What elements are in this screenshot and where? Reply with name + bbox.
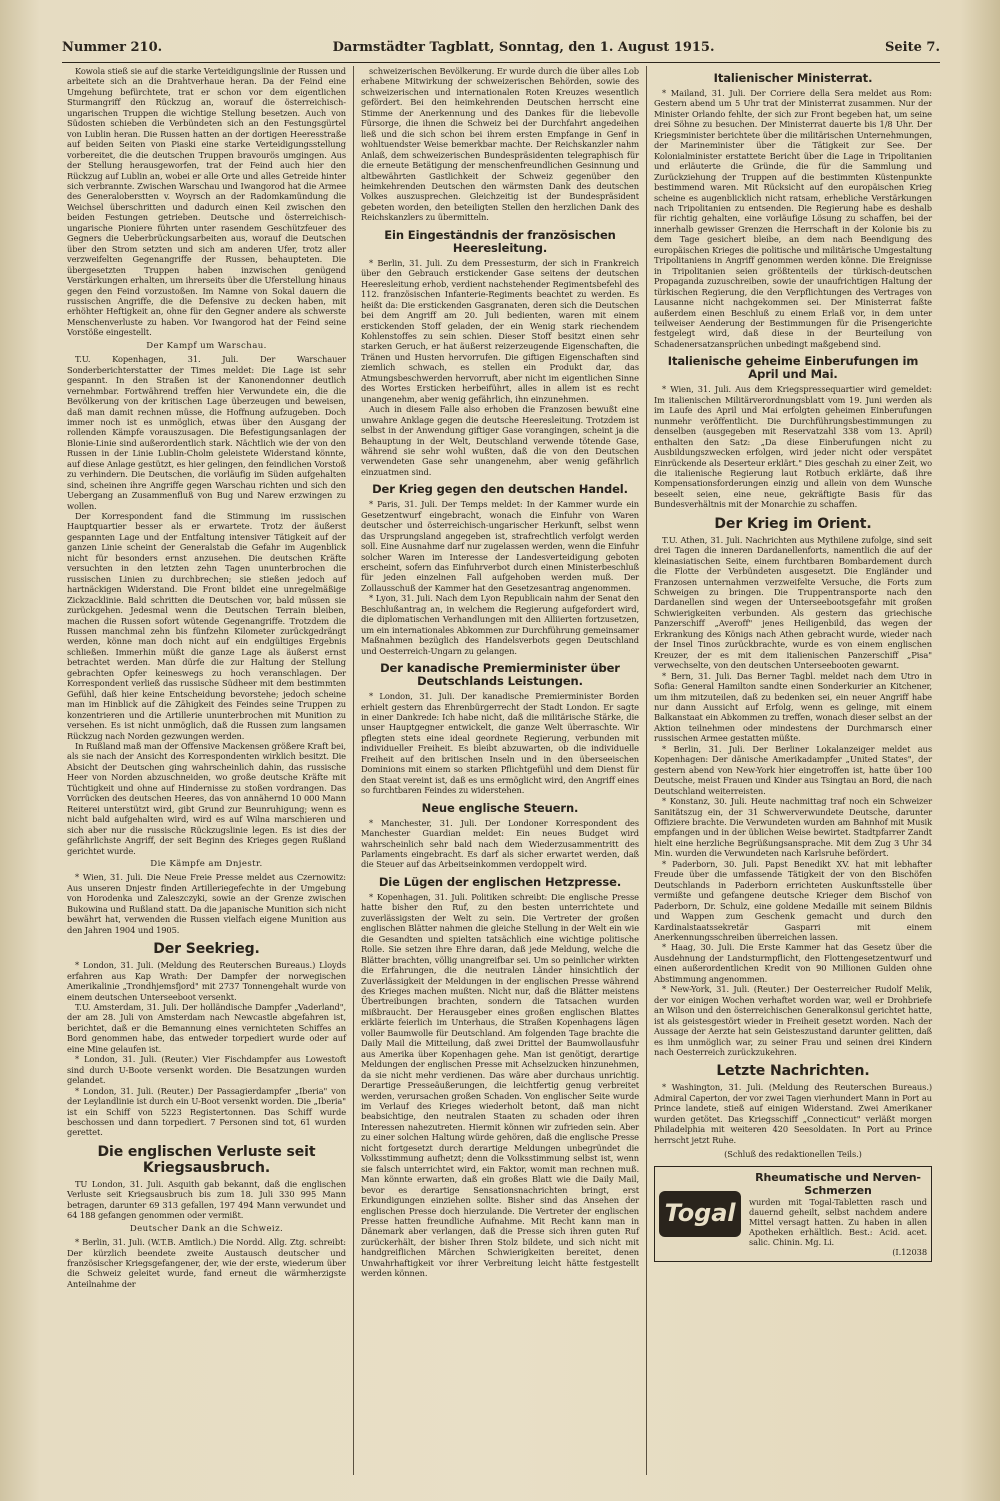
article-paragraph: Auch in diesem Falle also erhoben die Franzosen bewußt eine unwahre Anklage gegen die deutsche Heeresleitung. Trotzdem ist selbst in der Anwendung giftiger Gase vorangingen, scheint ja die Behauptung in der Welt, Deutschland verwende tötende Gase, während sie sehr wohl wußten, daß die von den Deutschen verwendeten Gase sehr unangenehm, aber wenig gefährlich einzuatmen sind. <box>361 404 639 477</box>
section-heading: Italienische geheime Einberufungen im April und Mai. <box>667 354 919 382</box>
section-heading: Deutscher Dank an die Schweiz. <box>129 1223 284 1234</box>
article-paragraph: Der Korrespondent fand die Stimmung im russischen Hauptquartier besser als er erwartete. Trotz der äußerst gespannten Lage und der Entfaltung intensiver Tätigkeit auf der ganzen Linie scheint der Generalstab die Gefahr im Augenblick nicht für besonders ernst anzusehen. Die deutschen Kräfte versuchten in den letzten zehn Tagen ununterbrochen die russischen Linien zu durchbrechen; sie stießen jedoch auf hartnäckigen Widerstand. Die Front bildet eine unregelmäßige Zickzacklinie. Bald schritten die Deutschen vor, bald müssen sie zurückgehen. Jedesmal wenn die Deutschen Terrain bleiben, machen die Russen sofort wütende Gegenangriffe. Trotzdem die Russen manchmal zehn bis fünfzehn Kilometer zurückgedrängt werden, könne man doch nicht auf ein endgültiges Ergebnis schließen. Immerhin müßt die ganze Lage als äußerst ernst betrachtet werden. Man dürfe die zur Haltung der Stellung gebrachten Opfer keineswegs zu hoch veranschlagen. Der Korrespondent verließ das russische Südheer mit dem bestimmten Gefühl, daß hier keine Entscheidung bevorstehe; jedoch scheine man im Hinblick auf die Zähigkeit des Feindes seine Truppen zu konzentrieren und die Artillerie ununterbrochen mit Munition zu versehen. Es ist nicht unmöglich, daß die Russen zum langsamen Rückzug nach Norden gezwungen werden. <box>67 511 346 741</box>
article-paragraph: schweizerischen Bevölkerung. Er wurde durch die über alles Lob erhabene Mitwirkung der schweizerischen Behörden, sowie des schweizerischen und internationalen Roten Kreuzes wesentlich gefördert. Bei den heimkehrenden Deutschen herrscht eine Stimme der Anerkennung und des Dankes für die liebevolle Fürsorge, die ihnen die Schweiz bei der Durchfahrt angedeihen ließ und die sich schon bei ihrem ersten Empfange in Genf in wohltuendster Weise bemerkbar machte. Der Reichskanzler nahm Anlaß, dem schweizerischen Bundespräsidenten telegraphisch für die erneute Betätigung der menschenfreundlichen Gesinnung und altbewährten Gastlichkeit der Schweiz gegenüber den heimkehrenden Deutschen den wärmsten Dank des deutschen Volkes auszusprechen. Gleichzeitig ist der Bundespräsident gebeten worden, den beteiligten Stellen den herzlichen Dank des Reichskanzlers zu übermitteln. <box>361 66 639 223</box>
section-heading: Letzte Nachrichten. <box>716 1063 870 1080</box>
article-paragraph: * Paris, 31. Juli. Der Temps meldet: In der Kammer wurde ein Gesetzentwurf eingebracht, wonach die Einfuhr von Waren deutscher und österreichisch-ungarischer Herkunft, selbst wenn das Ursprungsland angegeben ist, strafrechtlich verfolgt werden soll. Eine Ausnahme darf nur zugelassen werden, wenn die Einfuhr solcher Waren im Interesse der Landesverteidigung geboten erscheint, sofern das Einfuhrverbot durch einen Ministerbeschluß für jeden einzelnen Fall aufgehoben werden muß. Der Zollausschuß der Kammer hat den Gesetzesantrag angenommen. <box>361 499 639 593</box>
column-2 <box>353 66 646 1475</box>
article-paragraph: * London, 31. Juli. (Meldung des Reuterschen Bureaus.) Lloyds erfahren aus Kap Wrath: Der Dampfer der norwegischen Amerikalinie „Trondhjemsfjord" mit 2737 Tonnengehalt wurde von einem deutschen Unterseeboot versenkt. <box>67 960 346 1002</box>
article-paragraph: * Paderborn, 30. Juli. Papst Benedikt XV. hat mit lebhafter Freude über die umfassende Tätigkeit der von den Bischöfen Deutschlands in Paderborn errichteten Auskunftsstelle über vermißte und gefangene deutsche Krieger dem Bischof von Paderborn, Dr. Schulz, eine goldene Medaille mit seinem Bildnis und Wappen zum Geschenk gemacht und durch den Kardinalstaatssekretär Gasparri mit einem Anerkennungsschreiben überreichen lassen. <box>654 858 932 942</box>
page-number: Seite 7. <box>885 40 940 55</box>
article-paragraph: * Manchester, 31. Juli. Der Londoner Korrespondent des Manchester Guardian meldet: Ein neues Budget wird wahrscheinlich sehr bald nach dem Wiederzusammentritt des Parlaments eingebracht. Es darf als sicher erwartet werden, daß die Steuer auf das Arbeitseinkommen verdoppelt wird. <box>361 817 639 870</box>
article-paragraph: * Haag, 30. Juli. Die Erste Kammer hat das Gesetz über die Ausdehnung der Landsturmpflicht, den Flottengesetzentwurf und einen außerordentlichen Kredit von 90 Millionen Gulden ohne Abstimmung angenommen. <box>654 942 932 984</box>
section-heading: Der Kampf um Warschau. <box>146 340 267 351</box>
advertisement-title: Rheumatische und Nerven-Schmerzen <box>755 1170 921 1197</box>
article-paragraph: T.U. Kopenhagen, 31. Juli. Der Warschauer Sonderberichterstatter der Times meldet: Die Lage ist sehr gespannt. In den Straßen ist der Kanonendonner deutlich vernehmbar. Fortwährend treffen hier Verwundete ein, die die Bevölkerung von der kritischen Lage überzeugen und beweisen, daß man damit rechnen müsse, die Hoffnung aufzugeben. Doch immer noch ist es unmöglich, etwas über den Ausgang der rollenden Kämpfe vorauszusagen. Die Befestigungsanlagen der Blonie-Linie sind außerordentlich stark. Nächtlich wie der von den Russen in der Linie Lublin-Cholm geleistete Widerstand könnte, auf diese Anlage gestützt, es hier gelingen, den feindlichen Vorstoß zu verhindern. Die Deutschen, die vorläufig im Süden aufgehalten sind, scheinen ihre Angriffe gegen Warschau richten und sich den Uebergang an Zusammenfluß von Bug und Narew erzwingen zu wollen. <box>67 354 346 511</box>
article-paragraph: * Mailand, 31. Juli. Der Corriere della Sera meldet aus Rom: Gestern abend um 5 Uhr trat der Ministerrat zusammen. Nur der Minister Orlando fehlte, der sich zur Front begeben hat, um seine drei Söhne zu besuchen. Der Ministerrat dauerte bis 1/8 Uhr. Der Kriegsminister berichtete über die militärischen Unternehmungen, der Marineminister über die Tätigkeit zur See. Der Kolonialminister erstattete Bericht über die Lage in Tripolitanien und erläuterte die Gründe, die für die Sammlung und Zurückziehung der Truppen auf die bestimmten Küstenpunkte bestimmend waren. Mit Rücksicht auf den europäischen Krieg scheine es augenblicklich nicht ratsam, erhebliche Verstärkungen nach Tripolitanien zu entsenden. Die Regierung habe es deshalb für richtig gehalten, eine vorläufige Lösung zu schaffen, bei der innerhalb gewisser Grenzen die Herrschaft in der Kolonie bis zu dem Tage gesichert bleibe, an dem nach Beendigung des europäischen Krieges die politische und militärische Umgestaltung Tripolitaniens in Angriff genommen werden könne. Die Ereignisse in Tripolitanien seien größtenteils der türkisch-deutschen Propaganda zuzuschreiben, sowie der unaufrichtigen Haltung der türkischen Regierung, die den Verpflichtungen des Vertrages von Lausanne nicht nachgekommen sei. Der Ministerrat faßte außerdem einen Beschluß zu einem Erlaß vor, in dem unter teilweiser Aenderung der Bestimmungen für die Prisengerichte festgelegt wird, daß diese in der Beurteilung von Schadenersatzansprüchen unbedingt maßgebend sind. <box>654 88 932 349</box>
article-paragraph: T.U. Amsterdam, 31. Juli. Der holländische Dampfer „Vaderland", der am 28. Juli von Amsterdam nach Newcastle abgefahren ist, berichtet, daß er die Bemannung eines vernichteten Schiffes an Bord genommen habe, das entweder torpediert wurde oder auf eine Mine gelaufen ist. <box>67 1001 346 1054</box>
togal-logo: Togal <box>659 1191 741 1237</box>
section-heading: Die Lügen der englischen Hetzpresse. <box>378 874 622 889</box>
article-paragraph: * Wien, 31. Juli. Aus dem Kriegspressequartier wird gemeldet: Im italienischen Militärverordnungsblatt vom 19. Juni werden als im Laufe des April und Mai erfolgten geheimen Einberufungen nunmehr veröffentlicht. Die Durchführungsbestimmungen zu denselben (ausgegeben mit Reservatzahl 338 vom 13. April) enthalten den Satz: „Da diese Einberufungen nicht zu Ausbildungszwecken erfolgen, wird jeder nicht oder verspätet Einrückende als Deserteur erklärt." Dies geschah zu einer Zeit, wo die italienische Regierung laut Rotbuch erklärte, daß ihre Kompensationsforderungen einzig und allein von dem Wunsche beseelt seien, eine neue, gekräftigte Basis für das Bundesverhältnis mit der Monarchie zu schaffen. <box>654 384 932 510</box>
section-heading: Italienischer Ministerrat. <box>713 71 873 85</box>
section-heading: Der Krieg im Orient. <box>714 515 872 532</box>
advertisement-text: wurden mit Togal-Tabletten rasch und dauernd geheilt, selbst nachdem andere Mittel versagt hatten. Zu haben in allen Apotheken erhältlich. Best.: Acid. acet. salic. Chinin. Mg. Li. <box>749 1196 927 1247</box>
togal-advertisement <box>654 1166 932 1262</box>
article-paragraph: * Bern, 31. Juli. Das Berner Tagbl. meldet nach dem Utro in Sofia: General Hamilton sandte einen Sonderkurier an Kitchener, um ihm mitzuteilen, daß zu bedenken sei, ein neuer Angriff habe nur dann Aussicht auf Erfolg, wenn es gelinge, mit einem Balkanstaat ein Abkommen zu treffen, wonach dieser selbst an der Aktion teilnehmen oder mindestens der Durchmarsch einer russischen Armee gestatten müßte. <box>654 670 932 744</box>
article-paragraph: * Berlin, 31. Juli. Der Berliner Lokalanzeiger meldet aus Kopenhagen: Der dänische Amerikadampfer „United States", der gestern abend von New-York hier eingetroffen ist, hatte über 100 Deutsche, meist Frauen und Kinder aus Tsingtau an Bord, die nach Deutschland weiterreisten. <box>654 743 932 796</box>
section-heading: Der Krieg gegen den deutschen Handel. <box>372 482 628 497</box>
section-heading: Die englischen Verluste seit Kriegsausbruch. <box>97 1143 316 1176</box>
section-heading: Die Kämpfe am Dnjestr. <box>150 858 263 869</box>
section-heading: Der kanadische Premierminister über Deutschlands Leistungen. <box>380 661 620 689</box>
article-paragraph: T.U. Athen, 31. Juli. Nachrichten aus Mythilene zufolge, sind seit drei Tagen die inneren Dardanellenforts, namentlich die auf der kleinasiatischen Seite, einem furchtbaren Bombardement durch die Flotte der Verbündeten ausgesetzt. Die Engländer und Franzosen unternahmen verzweifelte Versuche, die Forts zum Schweigen zu bringen. Die Truppentransporte nach den Dardanellen sind wegen der Unterseebootsgefahr mit großen Schwierigkeiten verbunden. Als gestern das griechische Panzerschiff „Averoff" jenes Heiligenbild, das wegen der Erkrankung des Königs nach Athen gebracht wurde, wieder nach der Insel Tinos zurückbrachte, wurde es von einem englischen Kreuzer, der es mit dem italienischen Panzerschiff „Pisa" verwechselte, von den deutschen Unterseebooten gewarnt. <box>654 534 932 671</box>
article-paragraph: In Rußland maß man der Offensive Mackensen größere Kraft bei, als sie nach der Ansicht des Korrespondenten wirklich besitzt. Die Absicht der Deutschen ging wahrscheinlich dahin, das russische Heer von Norden abzuschneiden, wo große deutsche Kräfte mit Tüchtigkeit und ohne auf Hindernisse zu stoßen vordrangen. Das Vorrücken des deutschen Heeres, das von annähernd 10 000 Mann Reiterei unterstützt wird, gibt Grund zur Beunruhigung; wenn es nicht bald aufgehalten wird, wird es auf Wilna marschieren und sich aber nur die russische Rückzugslinie legen. Es ist dies der gefährlichste Angriff, der seit Beginn des Krieges gegen Rußland gerichtet wurde. <box>67 741 346 856</box>
column-1 <box>60 66 353 1475</box>
section-heading: Neue englische Steuern. <box>421 800 579 815</box>
editorial-end-note: (Schluß des redaktionellen Teils.) <box>724 1149 862 1160</box>
article-paragraph: * Konstanz, 30. Juli. Heute nachmittag traf noch ein Schweizer Sanitätszug ein, der 31 Schwerverwundete Deutsche, darunter Offiziere brachte. Die Verwundeten wurden am Bahnhof mit Musik empfangen und in der üblichen Weise bewirtet. Stadtpfarrer Zandt hielt eine herzliche Begrüßungsansprache. Mit dem Zug 3 Uhr 34 Min. wurden die Verwundeten nach Karlsruhe befördert. <box>654 796 932 859</box>
issue-number: Nummer 210. <box>62 40 163 55</box>
advertisement-body <box>749 1171 927 1257</box>
article-paragraph: * London, 31. Juli. Der kanadische Premierminister Borden erhielt gestern das Ehrenbürgerrecht der Stadt London. Er sagte in einer Dankrede: Ich habe nicht, daß die militärische Stärke, die unser Hauptgegner entwickelt, die ganze Welt überraschte. Wir pflegten stets eine ideal geordnete Regierung, verbunden mit individueller Freiheit. Es bleibt abzuwarten, ob die individuelle Freiheit auf den britischen Inseln und in den überseeischen Dominions mit einem so starken Pflichtgefühl und dem Dienst für den Staat vereint ist, daß es uns ermöglicht wird, den Angriff eines so furchtbaren Feindes zu widerstehen. <box>361 691 639 796</box>
article-paragraph: * Washington, 31. Juli. (Meldung des Reuterschen Bureaus.) Admiral Caperton, der vor zwei Tagen vierhundert Mann in Port au Prince landete, stieß auf einigen Widerstand. Zwei Amerikaner wurden getötet. Das Kriegsschiff „Connecticut" verläßt morgen Philadelphia mit weiteren 420 Seesoldaten. In Port au Prince herrscht jetzt Ruhe. <box>654 1082 932 1145</box>
advertisement-code: (I.12038 <box>892 1246 927 1257</box>
article-paragraph: * Lyon, 31. Juli. Nach dem Lyon Republicain nahm der Senat den Beschlußantrag an, in welchem die Regierung aufgefordert wird, die diplomatischen Verhandlungen mit den Alliierten fortzusetzen, um ein internationales Abkommen zur Durchführung gemeinsamer Maßnahmen bezüglich des Handelsverbots gegen Deutschland und Oesterreich-Ungarn zu gelangen. <box>361 593 639 656</box>
section-heading: Ein Eingeständnis der französischen Heeresleitung. <box>384 227 616 255</box>
columns <box>60 66 940 1475</box>
article-paragraph: * London, 31. Juli. (Reuter.) Vier Fischdampfer aus Lowestoft sind durch U-Boote versenkt worden. Die Besatzungen wurden gelandet. <box>67 1054 346 1086</box>
column-3 <box>646 66 939 1475</box>
article-paragraph: Kowola stieß sie auf die starke Verteidigungslinie der Russen und arbeitete sich an die Drahtverhaue heran. Da der Feind eine Umgehung befürchtete, trat er schon vor dem eigentlichen Sturmangriff den Rückzug an, worauf die österreichisch-ungarischen Truppen die wichtige Stellung besetzen. Auch von Südosten schieben die Verbündeten sich an den Festungsgürtel von Lublin heran. Die Russen hatten an der dortigen Heeresstraße auf beiden Seiten von Piaski eine starke Verteidigungsstellung vorbereitet, die die deutschen Truppen bravourös umgingen. Aus der Stellung herausgeworfen, trat der Feind auch hier den Rückzug auf Lublin an, wobei er alle Orte und alles Getreide hinter sich verbrannte. Zwischen Warschau und Iwangorod hat die Armee des Generaloberstten v. Woyrsch an der Radomkamündung die Weichsel überschritten und dadurch einen Keil zwischen den beiden Festungen getrieben. Deutsche und österreichisch-ungarische Pioniere führten unter rasendem Geschützfeuer des Gegners die Ueberbrückungsarbeiten aus, worauf die Deutschen über den Strom setzten und sich am anderen Ufer, trotz aller verzweifelten Gegenangriffe der Russen, behaupteten. Die übergesetzten Truppen haben inzwischen genügend Verstärkungen erhalten, um ihrerseits über die Uferstellung hinaus gegen den Feind vorzustoßen. Im Namne von Sokal dauern die russischen Angriffe, die die Defensive zu decken haben, mit erhöhter Heftigkeit an, ohne für den Gegner andere als schwerste Menschenverluste zu haben. Vor Iwangorod hat der Feind seine Vorstöße eingestellt. <box>67 66 346 338</box>
masthead <box>62 40 940 63</box>
article-paragraph: * London, 31. Juli. (Reuter.) Der Passagierdampfer „Iberia" von der Leylandlinie ist durch ein U-Boot versenkt worden. Die „Iberia" ist ein Schiff von 5223 Registertonnen. Das Schiff wurde beschossen und dann torpediert. 7 Personen sind tot, 61 wurden gerettet. <box>67 1085 346 1138</box>
article-paragraph: TU London, 31. Juli. Asquith gab bekannt, daß die englischen Verluste seit Kriegsausbruch bis zum 18. Juli 330 995 Mann betragen, darunter 69 313 gefallen, 197 494 Mann verwundet und 64 188 gefangen genommen oder vermißt. <box>67 1178 346 1221</box>
article-paragraph: * Berlin, 31. Juli. (W.T.B. Amtlich.) Die Nordd. Allg. Ztg. schreibt: Der kürzlich beendete zweite Austausch deutscher und französischer Kriegsgefangener, der, wie der erste, wiederum über die Schweiz geleitet wurde, fand erneut die wärmherzigste Anteilnahme der <box>67 1237 346 1289</box>
newspaper-title-date: Darmstädter Tagblatt, Sonntag, den 1. August 1915. <box>332 40 715 55</box>
article-paragraph: * Kopenhagen, 31. Juli. Politiken schreibt: Die englische Presse hatte bisher den Ruf, zu den besten unterrichtete und zuverlässigsten der Welt zu sein. Die Vertreter der großen englischen Blätter nahmen die gleiche Stellung in der Welt ein wie die Gesandten und spielten tatsächlich eine wichtige politische Rolle. Sie setzen ihre Ehre daran, daß jede Meldung, welche die Blätter brachten, völlig unangreifbar sei. Um so peinlicher wirkten die Erfahrungen, die die neutralen Länder hinsichtlich der Zuverlässigkeit der Meldungen in der englischen Presse während des Krieges machen mußten. Nicht nur, daß die Blätter meistens Übertreibungen brachten, sondern die Tatsachen wurden mißbraucht. Der Herausgeber eines großen englischen Blattes erklärte feierlich im Unterhaus, die Straßen Kopenhagens lägen voller Baumwolle für Deutschland. Am folgenden Tage brachte die Daily Mail die Mitteilung, daß zwei Drittel der Baumwollausfuhr aus Amerika über Kopenhagen gehe. Man ist genötigt, derartige Meldungen der englischen Presse mit Achselzucken hinzunehmen, da sie nicht mehr verdienen. Das wäre aber durchaus unrichtig. Derartige Presseäußerungen, die leichtfertig genug verbreitet werden, verursachen großen Schaden. Von englischer Seite wurde im Verlauf des Krieges wiederholt betont, daß man nicht beabsichtige, den neutralen Staaten zu schaden oder ihren Interessen nahezutreten. Hiermit können wir zufrieden sein. Aber zu einer solchen Haltung würde gehören, daß die englische Presse nicht fortgesetzt durch derartige Meldungen unbegründet die Volksstimmung aufhetzt; denn die Volksstimmung selbst ist, wenn sie falsch unterrichtet wird, ein Faktor, womit man rechnen muß. Man könnte erwarten, daß ein großes Blatt wie die Daily Mail, bevor es derartige Sensationsnachrichten bringt, erst Erkundigungen einziehen sollte. Bisher sind das Ansehen der englischen Presse doch hierzulande. Die Vertreter der englischen Presse hatten freundliche Aufnahme. Mit Recht kann man in Dänemark aber verlangen, daß die Presse sich ihren guten Ruf zurückerhält, der bisher Ihren Stolz bildete, und sich nicht mit handgreiflichen Märchen Schwierigkeiten bereitet, denen Unwahrhaftigkeit vor ihrer Verbreitung leicht hätte festgestellt werden können. <box>361 891 639 1279</box>
section-heading: Der Seekrieg. <box>153 941 260 958</box>
article-paragraph: * Berlin, 31. Juli. Zu dem Pressesturm, der sich in Frankreich über den Gebrauch erstickender Gase seitens der deutschen Heeresleitung erhob, verdient nachstehender Regimentsbefehl des 112. französischen Infanterie-Regiments beachtet zu werden. Es heißt da: Die erstickenden Gasgranaten, deren sich die Deutschen bei dem Angriff am 20. Juli bedienten, waren mit einem erstickenden Stoff geladen, der ein Wenig stark riechendem Kohlenstoffes zu sein schien. Dieser Stoff besitzt einen sehr starken Geruch, er hat äußerst reizerzeugende Eigenschaften, die Tränen und Husten hervorrufen. Die giftigen Eigenschaften sind ziemlich schwach, es stellen ein Produkt dar, das Atmungsbeschwerden hervorruft, aber nicht im eigentlichen Sinne des Wortes Ersticken herbeiführt, alles in allem ist es recht unangenehm, aber wenig gefährlich, ihn einzunehmen. <box>361 257 639 404</box>
article-paragraph: * New-York, 31. Juli. (Reuter.) Der Oesterreicher Rudolf Melik, der vor einigen Wochen verhaftet worden war, weil er Drohbriefe an Wilson und den österreichischen Generalkonsul gerichtet hatte, ist als geistesgestört wieder in Freiheit gesetzt worden. Nach der Aussage der Aerzte hat sein Geisteszustand darunter gelitten, daß es ihm unmöglich war, zu seiner Frau und seinen drei Kindern nach Oesterreich zurückzukehren. <box>654 984 932 1057</box>
article-paragraph: * Wien, 31. Juli. Die Neue Freie Presse meldet aus Czernowitz: Aus unseren Dnjestr finden Artilleriegefechte in der Umgebung von Horodenka und Zaleszczyki, sowie an der Grenze zwischen Bukowina und Rußland statt. Da die japanische Munition sich nicht bewährt hat, verwenden die Russen vielfach eigene Munition aus den Jahren 1904 und 1905. <box>67 872 346 935</box>
